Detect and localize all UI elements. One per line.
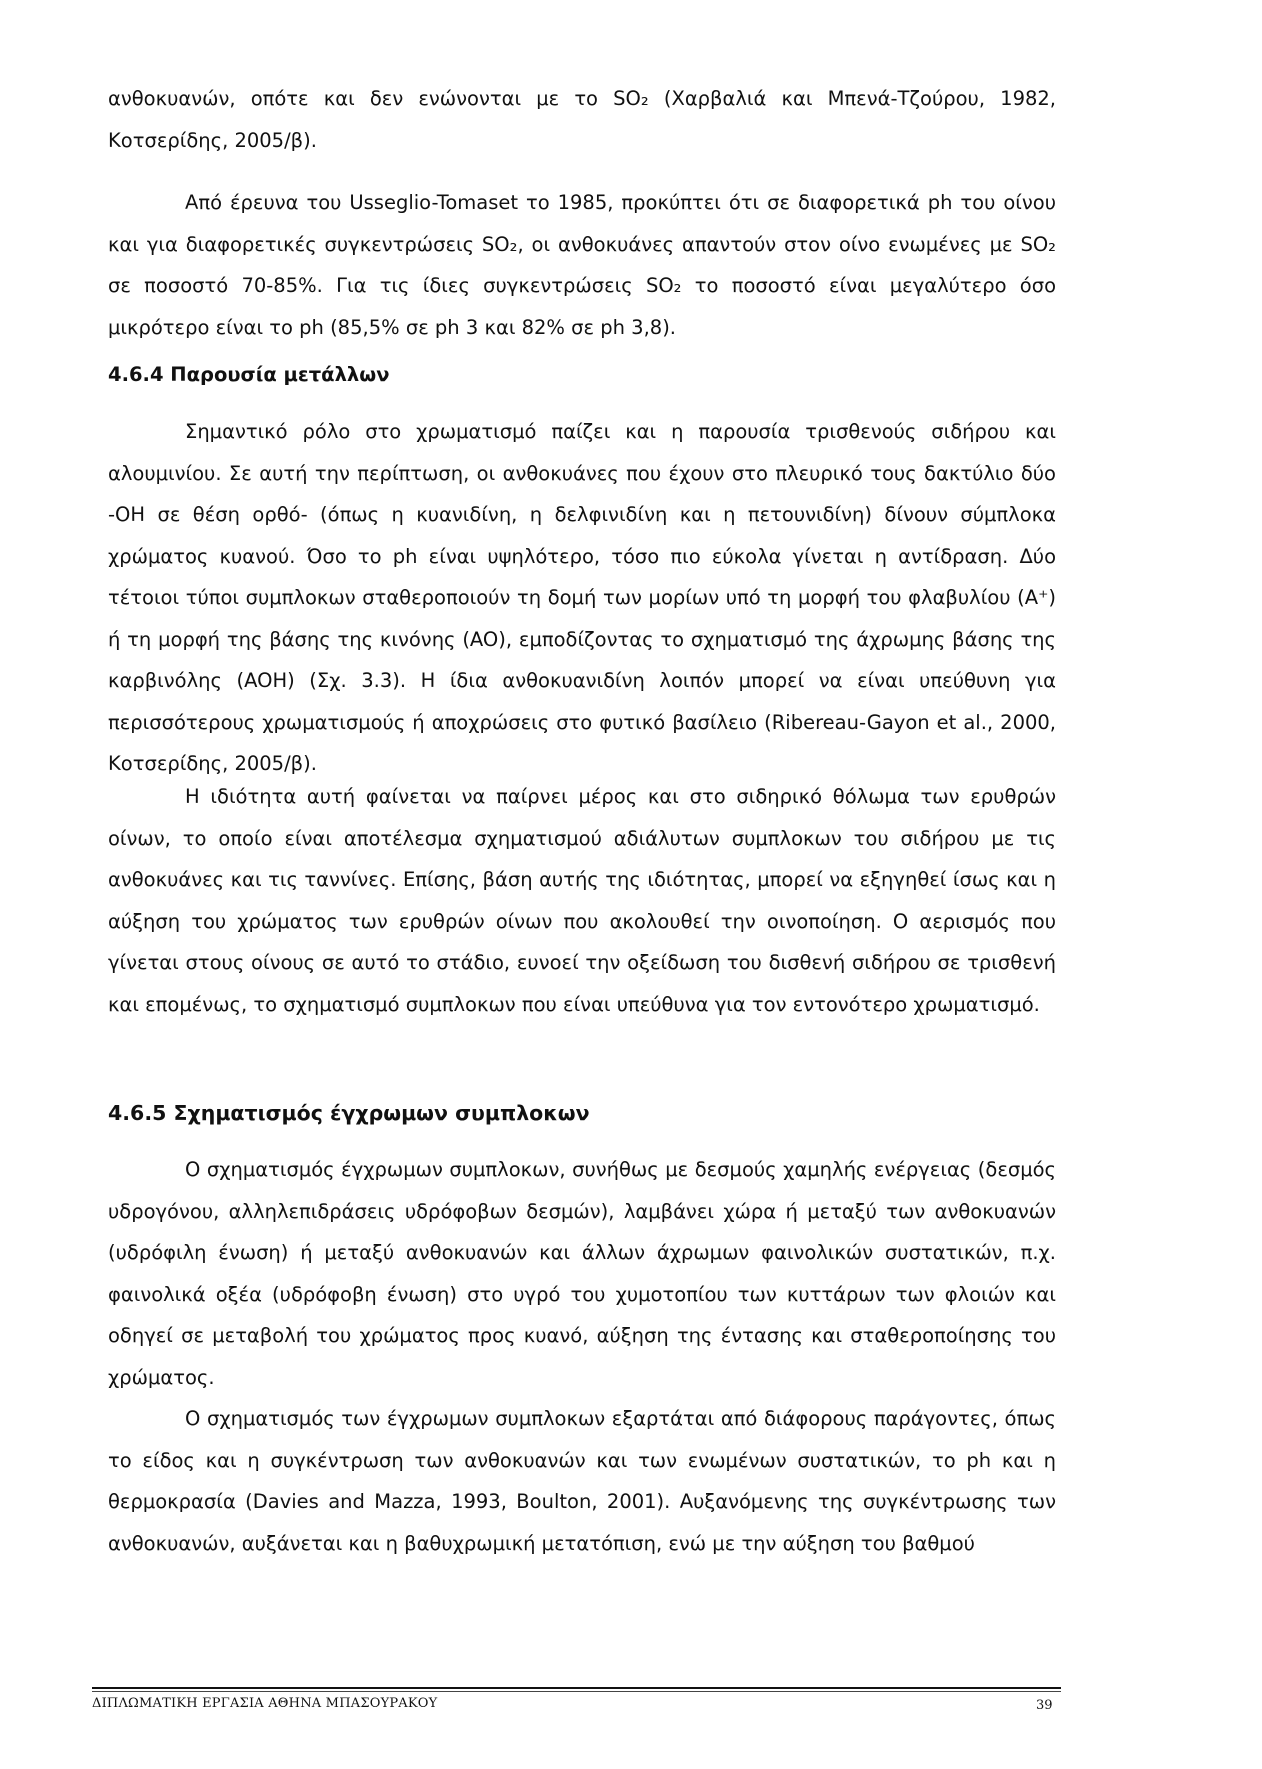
- section-heading-complexes: 4.6.5 Σχηματισμός έγχρωμων συμπλοκων: [108, 1101, 590, 1125]
- footer-rule-thin: [92, 1691, 1061, 1692]
- paragraph-metals: [108, 411, 1056, 785]
- paragraph-continuation: ανθοκυανών, οπότε και δεν ενώνονται με το SO₂ (Χαρβαλιά και Μπενά-Τζούρου, 1982, Κοτσερίδης, 2005/β).: [108, 87, 1056, 152]
- paragraph-usseglio: [108, 182, 1056, 348]
- paragraph-factors: [108, 1398, 1056, 1564]
- paragraph-complexes: [108, 1149, 1056, 1398]
- paragraph-iron-haze: [108, 776, 1056, 1025]
- section-heading-metals: 4.6.4 Παρουσία μετάλλων: [108, 363, 390, 386]
- footer-rule: [92, 1687, 1061, 1689]
- paragraph-metals-text: Σημαντικό ρόλο στο χρωματισμό παίζει και η παρουσία τρισθενούς σιδήρου και αλουμινίου. Σε αυτή την περίπτωση, οι ανθοκυάνες που έχουν στο πλευρικό τους δακτύλιο δύο -ΟΗ σε θέση ορθό- (όπως η κυανιδίνη, η δελφινιδίνη και η πετουνιδίνη) δίνουν σύμπλοκα χρώματος κυανού. Όσο το ph είναι υψηλότερο, τόσο πιο εύκολα γίνεται η αντίδραση. Δύο τέτοιοι τύποι συμπλοκων σταθεροποιούν τη δομή των μορίων υπό τη μορφή του φλαβυλίου (A⁺) ή τη μορφή της βάσης της κινόνης (AO), εμποδίζοντας το σχηματισμό της άχρωμης βάσης της καρβινόλης (AOH) (Σχ. 3.3). Η ίδια ανθοκυανιδίνη λοιπόν μπορεί να είναι υπεύθυνη για περισσότερους χρωματισμούς ή αποχρώσεις στο φυτικό βασίλειο (Ribereau-Gayon et al., 2000, Κοτσερίδης, 2005/β).: [108, 420, 1056, 775]
- paragraph-iron-haze-text: Η ιδιότητα αυτή φαίνεται να παίρνει μέρος και στο σιδηρικό θόλωμα των ερυθρών οίνων, το οποίο είναι αποτέλεσμα σχηματισμού αδιάλυτων συμπλοκων του σιδήρου με τις ανθοκυάνες και τις ταννίνες. Επίσης, βάση αυτής της ιδιότητας, μπορεί να εξηγηθεί ίσως και η αύξηση του χρώματος των ερυθρών οίνων που ακολουθεί την οινοποίηση. Ο αερισμός που γίνεται στους οίνους σε αυτό το στάδιο, ευνοεί την οξείδωση του δισθενή σιδήρου σε τρισθενή και επομένως, το σχηματισμό συμπλοκων που είναι υπεύθυνα για τον εντονότερο χρωματισμό.: [108, 785, 1056, 1016]
- footer-title: ΔΙΠΛΩΜΑΤΙΚΗ ΕΡΓΑΣΙΑ ΑΘΗΝΑ ΜΠΑΣΟΥΡΑΚΟΥ: [92, 1696, 438, 1711]
- paragraph-factors-text: Ο σχηματισμός των έγχρωμων συμπλοκων εξαρτάται από διάφορους παράγοντες, όπως το είδος και η συγκέντρωση των ανθοκυανών και των ενωμένων συστατικών, το ph και η θερμοκρασία (Davies and Mazza, 1993, Boulton, 2001). Αυξανόμενης της συγκέντρωσης των ανθοκυανών, αυξάνεται και η βαθυχρωμική μετατόπιση, ενώ με την αύξηση του βαθμού: [108, 1407, 1056, 1555]
- paragraph-complexes-text: Ο σχηματισμός έγχρωμων συμπλοκων, συνήθως με δεσμούς χαμηλής ενέργειας (δεσμός υδρογόνου, αλληλεπιδράσεις υδρόφοβων δεσμών), λαμβάνει χώρα ή μεταξύ των ανθοκυανών (υδρόφιλη ένωση) ή μεταξύ ανθοκυανών και άλλων άχρωμων φαινολικών συστατικών, π.χ. φαινολικά οξέα (υδρόφοβη ένωση) στο υγρό του χυμοτοπίου των κυττάρων των φλοιών και οδηγεί σε μεταβολή του χρώματος προς κυανό, αύξηση της έντασης και σταθεροποίησης του χρώματος.: [108, 1158, 1056, 1389]
- paragraph-usseglio-text: Από έρευνα του Usseglio-Tomaset το 1985, προκύπτει ότι σε διαφορετικά ph του οίνου και για διαφορετικές συγκεντρώσεις SO₂, οι ανθοκυάνες απαντούν στον οίνο ενωμένες με SO₂ σε ποσοστό 70-85%. Για τις ίδιες συγκεντρώσεις SO₂ το ποσοστό είναι μεγαλύτερο όσο μικρότερο είναι το ph (85,5% σε ph 3 και 82% σε ph 3,8).: [108, 191, 1056, 339]
- page-number: 39: [1036, 1698, 1053, 1713]
